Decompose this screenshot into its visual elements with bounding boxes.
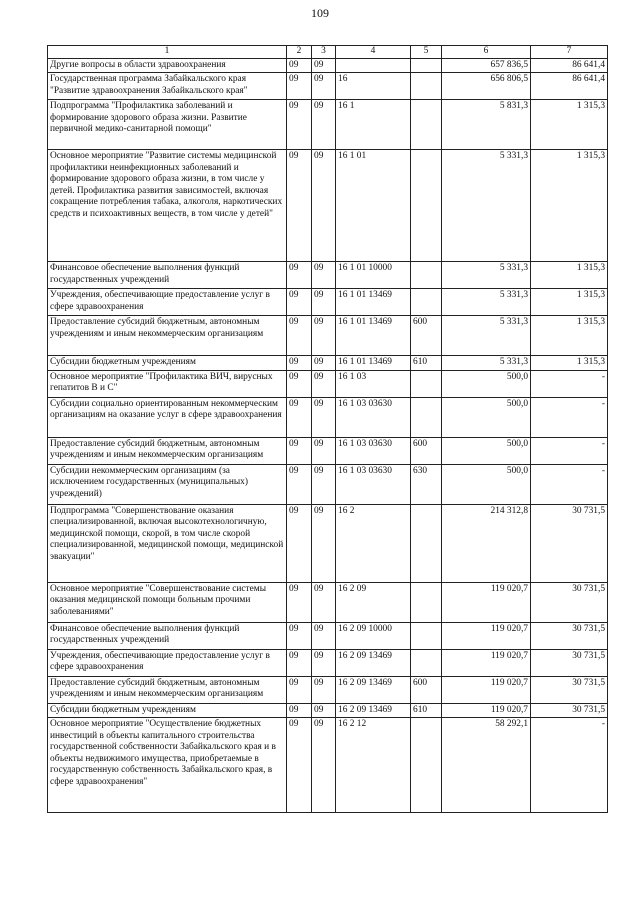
target-article-cell: 16: [336, 73, 411, 100]
subsection-code-cell: 09: [312, 649, 336, 676]
subsection-code-cell: 09: [312, 100, 336, 150]
table-row: [48, 649, 608, 676]
header-cell: 6: [442, 46, 531, 59]
amount-cell-1: 500,0: [442, 437, 531, 464]
amount-cell-2: 30 731,5: [531, 649, 608, 676]
section-code-cell: 09: [287, 622, 312, 649]
table-row: [48, 316, 608, 356]
amount-cell-2: 30 731,5: [531, 622, 608, 649]
subsection-code-cell: 09: [312, 150, 336, 262]
section-code-cell: 09: [287, 316, 312, 356]
table-row: [48, 262, 608, 289]
table-row: [48, 703, 608, 717]
section-code-cell: 09: [287, 504, 312, 582]
expense-type-cell: [411, 649, 442, 676]
row-name-cell: Финансовое обеспечение выполнения функций государственных учреждений: [48, 262, 287, 289]
table-body: [48, 59, 608, 813]
subsection-code-cell: 09: [312, 356, 336, 370]
target-article-cell: 16 2 12: [336, 718, 411, 813]
amount-cell-2: -: [531, 718, 608, 813]
section-code-cell: 09: [287, 703, 312, 717]
amount-cell-1: 119 020,7: [442, 676, 531, 703]
row-name-cell: Предоставление субсидий бюджетным, автономным учреждениям и иным некоммерческим организациям: [48, 676, 287, 703]
amount-cell-1: 656 806,5: [442, 73, 531, 100]
subsection-code-cell: 09: [312, 676, 336, 703]
amount-cell-2: 86 641,4: [531, 59, 608, 73]
expense-type-cell: [411, 289, 442, 316]
section-code-cell: 09: [287, 262, 312, 289]
table-row: [48, 622, 608, 649]
amount-cell-2: 1 315,3: [531, 289, 608, 316]
subsection-code-cell: 09: [312, 370, 336, 397]
section-code-cell: 09: [287, 289, 312, 316]
subsection-code-cell: 09: [312, 289, 336, 316]
target-article-cell: 16 1 03 03630: [336, 397, 411, 437]
section-code-cell: 09: [287, 464, 312, 504]
row-name-cell: Подпрограмма "Совершенствование оказания специализированной, включая высокотехнологичную, медицинской помощи, скорой, в том числе скорой специализированной, медицинской помощи, медицинской эвакуации": [48, 504, 287, 582]
table-row: [48, 718, 608, 813]
row-name-cell: Основное мероприятие "Профилактика ВИЧ, вирусных гепатитов В и С": [48, 370, 287, 397]
table-row: [48, 464, 608, 504]
expense-type-cell: 610: [411, 356, 442, 370]
target-article-cell: 16 2 09 13469: [336, 676, 411, 703]
target-article-cell: 16 1 01 10000: [336, 262, 411, 289]
target-article-cell: 16 1 01 13469: [336, 289, 411, 316]
row-name-cell: Предоставление субсидий бюджетным, автономным учреждениям и иным некоммерческим организациям: [48, 437, 287, 464]
amount-cell-2: 1 315,3: [531, 150, 608, 262]
amount-cell-2: -: [531, 437, 608, 464]
amount-cell-2: 30 731,5: [531, 676, 608, 703]
subsection-code-cell: 09: [312, 622, 336, 649]
row-name-cell: Предоставление субсидий бюджетным, автономным учреждениям и иным некоммерческим организациям: [48, 316, 287, 356]
amount-cell-1: 5 331,3: [442, 356, 531, 370]
subsection-code-cell: 09: [312, 464, 336, 504]
row-name-cell: Основное мероприятие "Развитие системы медицинской профилактики неинфекционных заболеваний и формирование здорового образа жизни, в том числе у детей. Профилактика развития зависимостей, включая сокращение потребления табака, алкоголя, наркотических средств и психоактивных веществ, в том числе у детей": [48, 150, 287, 262]
amount-cell-1: 58 292,1: [442, 718, 531, 813]
expense-type-cell: [411, 59, 442, 73]
amount-cell-2: 1 315,3: [531, 356, 608, 370]
expense-type-cell: [411, 582, 442, 622]
row-name-cell: Субсидии бюджетным учреждениям: [48, 703, 287, 717]
row-name-cell: Основное мероприятие "Совершенствование системы оказания медицинской помощи больным прочими заболеваниями": [48, 582, 287, 622]
amount-cell-2: -: [531, 464, 608, 504]
table-row: [48, 73, 608, 100]
section-code-cell: 09: [287, 437, 312, 464]
target-article-cell: 16 2: [336, 504, 411, 582]
row-name-cell: Субсидии некоммерческим организациям (за исключением государственных (муниципальных) учреждений): [48, 464, 287, 504]
expense-type-cell: [411, 718, 442, 813]
amount-cell-2: 1 315,3: [531, 262, 608, 289]
expense-type-cell: 600: [411, 316, 442, 356]
table-row: [48, 437, 608, 464]
amount-cell-2: -: [531, 397, 608, 437]
subsection-code-cell: 09: [312, 73, 336, 100]
expense-type-cell: [411, 73, 442, 100]
table-row: [48, 289, 608, 316]
expense-type-cell: [411, 100, 442, 150]
expense-type-cell: [411, 262, 442, 289]
table-row: [48, 676, 608, 703]
header-cell: 7: [531, 46, 608, 59]
amount-cell-1: 5 331,3: [442, 262, 531, 289]
amount-cell-2: -: [531, 370, 608, 397]
expense-type-cell: [411, 397, 442, 437]
expense-type-cell: 610: [411, 703, 442, 717]
row-name-cell: Учреждения, обеспечивающие предоставление услуг в сфере здравоохранения: [48, 649, 287, 676]
section-code-cell: 09: [287, 370, 312, 397]
target-article-cell: 16 1 03 03630: [336, 464, 411, 504]
section-code-cell: 09: [287, 718, 312, 813]
section-code-cell: 09: [287, 100, 312, 150]
row-name-cell: Другие вопросы в области здравоохранения: [48, 59, 287, 73]
expense-type-cell: 600: [411, 676, 442, 703]
subsection-code-cell: 09: [312, 397, 336, 437]
expense-type-cell: [411, 150, 442, 262]
header-row: [48, 46, 608, 59]
subsection-code-cell: 09: [312, 437, 336, 464]
expense-type-cell: 600: [411, 437, 442, 464]
row-name-cell: Учреждения, обеспечивающие предоставление услуг в сфере здравоохранения: [48, 289, 287, 316]
table-row: [48, 504, 608, 582]
subsection-code-cell: 09: [312, 582, 336, 622]
amount-cell-1: 119 020,7: [442, 582, 531, 622]
subsection-code-cell: 09: [312, 703, 336, 717]
amount-cell-2: 30 731,5: [531, 582, 608, 622]
amount-cell-1: 5 331,3: [442, 150, 531, 262]
amount-cell-1: 119 020,7: [442, 622, 531, 649]
header-cell: 1: [48, 46, 287, 59]
amount-cell-1: 5 831,3: [442, 100, 531, 150]
subsection-code-cell: 09: [312, 718, 336, 813]
amount-cell-1: 119 020,7: [442, 649, 531, 676]
header-cell: 4: [336, 46, 411, 59]
section-code-cell: 09: [287, 150, 312, 262]
table-row: [48, 59, 608, 73]
amount-cell-1: 5 331,3: [442, 289, 531, 316]
page-number: 109: [311, 6, 329, 20]
header-cell: 2: [287, 46, 312, 59]
amount-cell-2: 1 315,3: [531, 100, 608, 150]
amount-cell-2: 30 731,5: [531, 504, 608, 582]
target-article-cell: 16 1 03: [336, 370, 411, 397]
target-article-cell: 16 1 01 13469: [336, 356, 411, 370]
expense-type-cell: [411, 622, 442, 649]
row-name-cell: Финансовое обеспечение выполнения функций государственных учреждений: [48, 622, 287, 649]
row-name-cell: Основное мероприятие "Осуществление бюджетных инвестиций в объекты капитального строительства государственной собственности Забайкальского края и в объекты недвижимого имущества, приобретаемые в государственную собственность Забайкальского края, в сфере здравоохранения": [48, 718, 287, 813]
subsection-code-cell: 09: [312, 262, 336, 289]
target-article-cell: 16 2 09 13469: [336, 703, 411, 717]
expense-type-cell: 630: [411, 464, 442, 504]
subsection-code-cell: 09: [312, 59, 336, 73]
section-code-cell: 09: [287, 676, 312, 703]
section-code-cell: 09: [287, 649, 312, 676]
amount-cell-1: 5 331,3: [442, 316, 531, 356]
expense-type-cell: [411, 504, 442, 582]
table-row: [48, 150, 608, 262]
target-article-cell: 16 1: [336, 100, 411, 150]
target-article-cell: 16 1 01: [336, 150, 411, 262]
section-code-cell: 09: [287, 356, 312, 370]
target-article-cell: 16 1 01 13469: [336, 316, 411, 356]
header-cell: 5: [411, 46, 442, 59]
table-row: [48, 370, 608, 397]
amount-cell-1: 500,0: [442, 397, 531, 437]
amount-cell-2: 86 641,4: [531, 73, 608, 100]
table-row: [48, 356, 608, 370]
table-row: [48, 582, 608, 622]
amount-cell-1: 500,0: [442, 464, 531, 504]
amount-cell-2: 30 731,5: [531, 703, 608, 717]
table-row: [48, 397, 608, 437]
amount-cell-1: 214 312,8: [442, 504, 531, 582]
section-code-cell: 09: [287, 397, 312, 437]
subsection-code-cell: 09: [312, 316, 336, 356]
amount-cell-1: 119 020,7: [442, 703, 531, 717]
expense-type-cell: [411, 370, 442, 397]
subsection-code-cell: 09: [312, 504, 336, 582]
table-row: [48, 100, 608, 150]
row-name-cell: Субсидии социально ориентированным некоммерческим организациям на оказание услуг в сфере здравоохранения: [48, 397, 287, 437]
target-article-cell: 16 2 09 13469: [336, 649, 411, 676]
row-name-cell: Подпрограмма "Профилактика заболеваний и формирование здорового образа жизни. Развитие первичной медико-санитарной помощи": [48, 100, 287, 150]
budget-table: [47, 45, 608, 813]
target-article-cell: 16 2 09: [336, 582, 411, 622]
row-name-cell: Государственная программа Забайкальского края "Развитие здравоохранения Забайкальского края": [48, 73, 287, 100]
target-article-cell: 16 2 09 10000: [336, 622, 411, 649]
section-code-cell: 09: [287, 73, 312, 100]
target-article-cell: [336, 59, 411, 73]
amount-cell-1: 500,0: [442, 370, 531, 397]
amount-cell-1: 657 836,5: [442, 59, 531, 73]
section-code-cell: 09: [287, 582, 312, 622]
row-name-cell: Субсидии бюджетным учреждениям: [48, 356, 287, 370]
section-code-cell: 09: [287, 59, 312, 73]
target-article-cell: 16 1 03 03630: [336, 437, 411, 464]
amount-cell-2: 1 315,3: [531, 316, 608, 356]
header-cell: 3: [312, 46, 336, 59]
